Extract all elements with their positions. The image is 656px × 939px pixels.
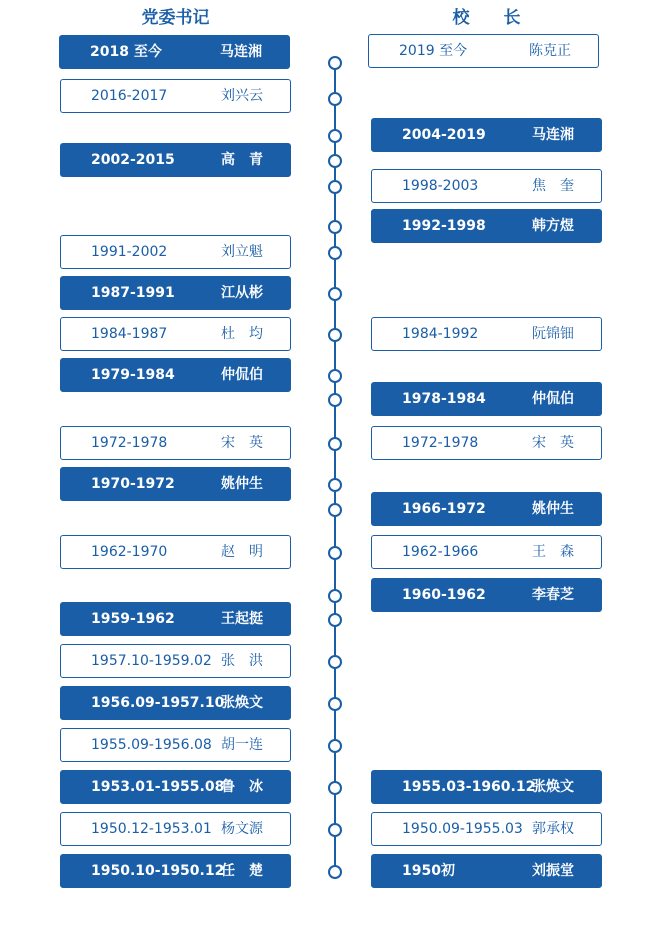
term-period: 2016-2017 (91, 88, 168, 104)
secretary-entry (60, 686, 291, 720)
person-name: 李春芝 (532, 587, 574, 603)
term-period: 1984-1992 (402, 326, 479, 342)
secretary-entry (60, 276, 291, 310)
president-column-header: 校 长 (452, 8, 521, 28)
term-period: 1991-2002 (91, 244, 168, 260)
person-name: 阮锦钿 (532, 326, 574, 342)
secretary-entry (60, 317, 291, 351)
secretary-entry (60, 535, 291, 569)
term-period: 1959-1962 (91, 611, 175, 627)
term-period: 2018 至今 (90, 44, 162, 60)
person-name: 马连湘 (220, 44, 262, 60)
person-name: 王 森 (532, 544, 574, 560)
president-entry (371, 578, 602, 612)
secretary-entry (60, 467, 291, 501)
timeline-dot (328, 287, 342, 301)
timeline-dot (328, 328, 342, 342)
term-period: 2019 至今 (399, 43, 468, 59)
person-name: 胡一连 (221, 737, 263, 753)
person-name: 张焕文 (532, 779, 574, 795)
term-period: 1972-1978 (91, 435, 168, 451)
person-name: 刘兴云 (221, 88, 263, 104)
person-name: 杨文源 (221, 821, 263, 837)
term-period: 1979-1984 (91, 367, 175, 383)
timeline-dot (328, 823, 342, 837)
term-period: 1992-1998 (402, 218, 486, 234)
term-period: 1998-2003 (402, 178, 479, 194)
term-period: 1953.01-1955.08 (91, 779, 225, 795)
term-period: 1960-1962 (402, 587, 486, 603)
secretary-entry (60, 812, 291, 846)
secretary-entry (60, 358, 291, 392)
timeline-dot (328, 655, 342, 669)
person-name: 姚仲生 (221, 476, 263, 492)
term-period: 1978-1984 (402, 391, 486, 407)
term-period: 1987-1991 (91, 285, 175, 301)
term-period: 2004-2019 (402, 127, 486, 143)
timeline-dot (328, 92, 342, 106)
secretary-entry (60, 79, 291, 113)
term-period: 1950.10-1950.12 (91, 863, 225, 879)
president-entry (371, 382, 602, 416)
term-period: 1962-1970 (91, 544, 168, 560)
term-period: 1970-1972 (91, 476, 175, 492)
president-entry (371, 169, 602, 203)
secretary-entry (60, 854, 291, 888)
timeline-dot (328, 129, 342, 143)
timeline-dot (328, 437, 342, 451)
person-name: 江从彬 (221, 285, 263, 301)
timeline-dot (328, 503, 342, 517)
secretary-entry (60, 602, 291, 636)
president-entry (371, 854, 602, 888)
president-entry (371, 209, 602, 243)
person-name: 仲侃伯 (221, 367, 263, 383)
timeline-dot (328, 246, 342, 260)
term-period: 1957.10-1959.02 (91, 653, 212, 669)
person-name: 宋 英 (221, 435, 263, 451)
person-name: 郭承权 (532, 821, 574, 837)
timeline-dot (328, 613, 342, 627)
timeline-dot (328, 781, 342, 795)
person-name: 韩方煜 (532, 218, 574, 234)
term-period: 2002-2015 (91, 152, 175, 168)
president-entry (368, 34, 599, 68)
person-name: 张焕文 (221, 695, 263, 711)
president-entry (371, 492, 602, 526)
person-name: 焦 奎 (532, 178, 574, 194)
term-period: 1950.12-1953.01 (91, 821, 212, 837)
term-period: 1984-1987 (91, 326, 168, 342)
president-entry (371, 535, 602, 569)
president-entry (371, 118, 602, 152)
person-name: 刘振堂 (532, 863, 574, 879)
secretary-entry (60, 235, 291, 269)
timeline-dot (328, 56, 342, 70)
timeline-dot (328, 180, 342, 194)
person-name: 刘立魁 (221, 244, 263, 260)
timeline-dot (328, 220, 342, 234)
secretary-entry (59, 35, 290, 69)
person-name: 仲侃伯 (532, 391, 574, 407)
secretary-entry (60, 644, 291, 678)
timeline-dot (328, 697, 342, 711)
person-name: 任 楚 (221, 863, 263, 879)
person-name: 马连湘 (532, 127, 574, 143)
timeline-dot (328, 546, 342, 560)
secretary-entry (60, 770, 291, 804)
person-name: 王起挺 (221, 611, 263, 627)
timeline-dot (328, 589, 342, 603)
president-entry (371, 770, 602, 804)
term-period: 1972-1978 (402, 435, 479, 451)
person-name: 姚仲生 (532, 501, 574, 517)
term-period: 1962-1966 (402, 544, 479, 560)
secretary-column-header: 党委书记 (141, 8, 210, 28)
person-name: 张 洪 (221, 653, 263, 669)
person-name: 鲁 冰 (221, 779, 263, 795)
timeline-dot (328, 739, 342, 753)
person-name: 宋 英 (532, 435, 574, 451)
secretary-entry (60, 728, 291, 762)
term-period: 1955.09-1956.08 (91, 737, 212, 753)
term-period: 1956.09-1957.10 (91, 695, 225, 711)
timeline-dot (328, 154, 342, 168)
person-name: 杜 均 (221, 326, 263, 342)
person-name: 陈克正 (529, 43, 571, 59)
president-entry (371, 426, 602, 460)
timeline-dot (328, 393, 342, 407)
president-entry (371, 812, 602, 846)
timeline-dot (328, 369, 342, 383)
term-period: 1950.09-1955.03 (402, 821, 523, 837)
secretary-entry (60, 143, 291, 177)
person-name: 高 青 (221, 152, 263, 168)
timeline-dot (328, 478, 342, 492)
president-entry (371, 317, 602, 351)
term-period: 1950初 (402, 863, 455, 879)
term-period: 1955.03-1960.12 (402, 779, 536, 795)
person-name: 赵 明 (221, 544, 263, 560)
term-period: 1966-1972 (402, 501, 486, 517)
secretary-entry (60, 426, 291, 460)
timeline-dot (328, 865, 342, 879)
